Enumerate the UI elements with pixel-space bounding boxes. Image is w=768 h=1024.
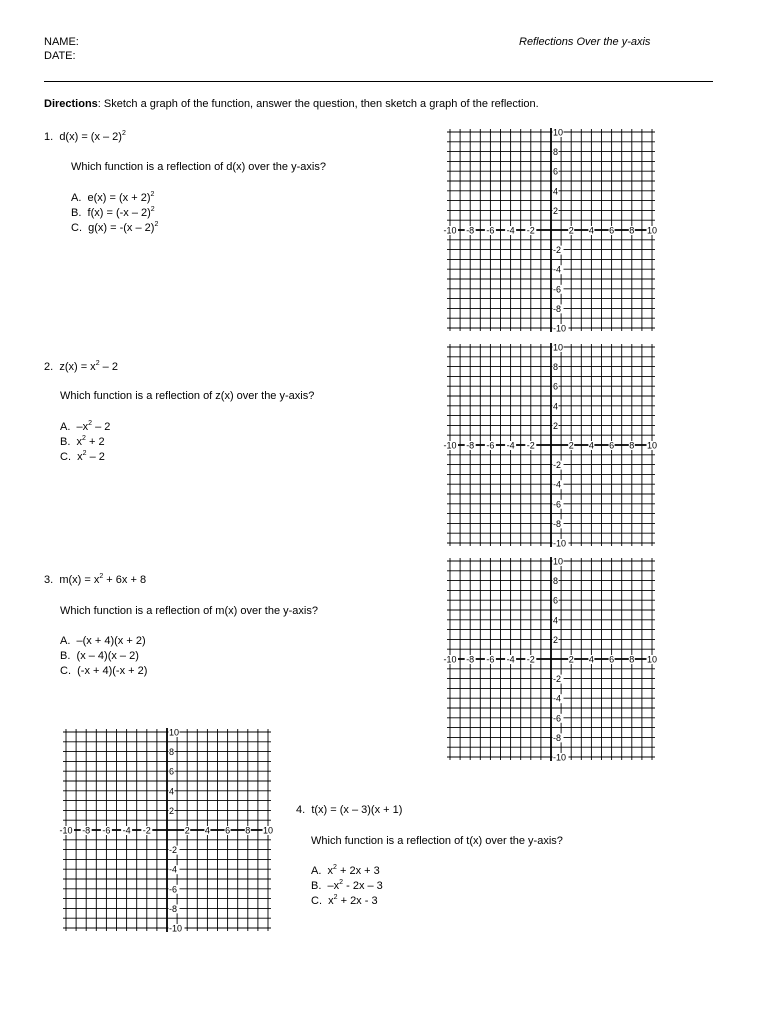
x-tick-label: -10 xyxy=(443,225,457,236)
x-tick-label: -2 xyxy=(526,440,535,451)
option-c[interactable]: C. g(x) = -(x – 2)$^2$ xyxy=(71,221,159,234)
question-number: 4. xyxy=(296,804,306,816)
option-a[interactable]: A. $e(x) = (x + 2)^2$ xyxy=(71,191,155,204)
y-tick-label: 10 xyxy=(553,127,564,138)
y-tick-label: 2 xyxy=(553,634,559,645)
x-tick-label: 10 xyxy=(646,654,658,665)
x-tick-label: 2 xyxy=(184,825,190,836)
y-tick-label: 4 xyxy=(553,615,559,626)
y-tick-label: 6 xyxy=(553,166,559,177)
x-tick-label: 2 xyxy=(568,654,574,665)
y-tick-label: 4 xyxy=(169,786,175,797)
y-tick-label: 10 xyxy=(553,342,564,353)
x-tick-label: -8 xyxy=(82,825,91,836)
y-tick-label: -6 xyxy=(553,499,562,510)
x-tick-label: -10 xyxy=(443,440,457,451)
option-a[interactable]: A. $-x^2 - 2$ xyxy=(60,420,111,433)
x-tick-label: 6 xyxy=(609,654,615,665)
y-tick-label: 2 xyxy=(553,420,559,431)
y-tick-label: -2 xyxy=(553,460,562,471)
y-tick-label: -8 xyxy=(169,903,178,914)
y-tick-label: -2 xyxy=(553,245,562,256)
x-tick-label: -10 xyxy=(443,654,457,665)
y-tick-label: 2 xyxy=(553,205,559,216)
y-tick-label: -4 xyxy=(169,864,178,875)
option-c[interactable]: C. $x^2 + 2x - 3$ xyxy=(311,894,378,907)
y-tick-label: -8 xyxy=(553,518,562,529)
y-tick-label: -4 xyxy=(553,479,562,490)
x-tick-label: 8 xyxy=(629,225,635,236)
question-number: 1. xyxy=(44,131,54,143)
x-tick-label: 4 xyxy=(588,654,594,665)
x-tick-label: 10 xyxy=(262,825,274,836)
x-tick-label: -6 xyxy=(486,654,495,665)
option-b[interactable]: B. f(x) = (-x – 2)$^2$ xyxy=(71,206,155,219)
y-tick-label: 6 xyxy=(553,381,559,392)
x-tick-label: -6 xyxy=(486,225,495,236)
option-a[interactable]: A. –(x + 4)(x + 2) xyxy=(60,635,146,647)
x-tick-label: 10 xyxy=(646,440,658,451)
y-tick-label: 10 xyxy=(169,727,180,738)
option-c[interactable]: C. (-x + 4)(-x + 2) xyxy=(60,665,148,677)
y-tick-label: -8 xyxy=(553,732,562,743)
x-tick-label: -8 xyxy=(466,440,475,451)
coordinate-grid-2[interactable] xyxy=(444,343,658,547)
y-tick-label: -6 xyxy=(553,284,562,295)
y-tick-label: -4 xyxy=(553,693,562,704)
question-3-prompt: Which function is a reflection of m(x) over the y-axis? xyxy=(60,605,318,617)
coordinate-grid-4[interactable] xyxy=(60,728,274,932)
x-tick-label: 2 xyxy=(568,225,574,236)
date-label: DATE: xyxy=(44,50,76,62)
question-3-options xyxy=(60,634,147,679)
x-tick-label: -4 xyxy=(506,440,515,451)
y-tick-label: -10 xyxy=(169,923,183,934)
x-tick-label: -8 xyxy=(466,654,475,665)
x-tick-label: -2 xyxy=(526,225,535,236)
x-tick-label: -10 xyxy=(59,825,73,836)
question-number: 2. xyxy=(44,361,54,373)
directions xyxy=(44,97,539,111)
y-tick-label: -4 xyxy=(553,264,562,275)
question-1-function: 1. d(x) = (x – 2)$^2$ xyxy=(44,130,126,143)
x-tick-label: -4 xyxy=(506,225,515,236)
question-1-prompt: Which function is a reflection of d(x) over the y-axis? xyxy=(71,161,326,173)
x-tick-label: 10 xyxy=(646,225,658,236)
question-2-function: 2. $z(x) = x^2 - 2$ xyxy=(44,360,118,373)
x-tick-label: -6 xyxy=(486,440,495,451)
x-tick-label: 8 xyxy=(629,654,635,665)
x-tick-label: 6 xyxy=(609,225,615,236)
question-3-function: 3. $m(x) = x^2 + 6x + 8$ xyxy=(44,573,147,586)
y-tick-label: -6 xyxy=(553,713,562,724)
coordinate-grid-3[interactable] xyxy=(444,557,658,761)
x-tick-label: 4 xyxy=(204,825,210,836)
x-tick-label: 2 xyxy=(568,440,574,451)
x-tick-label: 4 xyxy=(588,225,594,236)
y-tick-label: -10 xyxy=(553,323,567,334)
x-tick-label: -4 xyxy=(506,654,515,665)
y-tick-label: 8 xyxy=(553,147,559,158)
worksheet-title: Reflections Over the y-axis xyxy=(519,36,651,48)
y-tick-label: 2 xyxy=(169,805,175,816)
y-tick-label: 4 xyxy=(553,401,559,412)
question-number: 3. xyxy=(44,574,54,586)
y-tick-label: -6 xyxy=(169,884,178,895)
x-tick-label: 4 xyxy=(588,440,594,451)
y-tick-label: 4 xyxy=(553,186,559,197)
question-4-prompt: Which function is a reflection of t(x) over the y-axis? xyxy=(311,835,563,847)
question-4-options xyxy=(311,864,383,909)
x-tick-label: 8 xyxy=(629,440,635,451)
x-tick-label: -2 xyxy=(526,654,535,665)
y-tick-label: 8 xyxy=(169,747,175,758)
y-tick-label: 10 xyxy=(553,556,564,567)
x-tick-label: 8 xyxy=(245,825,251,836)
header-divider xyxy=(44,81,713,82)
y-tick-label: -10 xyxy=(553,538,567,549)
name-label: NAME: xyxy=(44,36,79,48)
question-1-options xyxy=(71,191,158,236)
directions-label: Directions xyxy=(44,98,98,110)
x-tick-label: 6 xyxy=(609,440,615,451)
y-tick-label: -8 xyxy=(553,303,562,314)
y-tick-label: 6 xyxy=(169,766,175,777)
option-c[interactable]: C. $x^2 - 2$ xyxy=(60,450,105,463)
question-2-prompt: Which function is a reflection of z(x) over the y-axis? xyxy=(60,390,315,402)
y-tick-label: 8 xyxy=(553,362,559,373)
directions-text: : Sketch a graph of the function, answer the question, then sketch a graph of the reflection. xyxy=(97,98,539,110)
x-tick-label: -6 xyxy=(102,825,111,836)
x-tick-label: -8 xyxy=(466,225,475,236)
x-tick-label: -4 xyxy=(122,825,131,836)
y-tick-label: 6 xyxy=(553,595,559,606)
option-b[interactable]: B. (x – 4)(x – 2) xyxy=(60,650,139,662)
question-4-function: 4. t(x) = (x – 3)(x + 1) xyxy=(296,804,403,816)
y-tick-label: -10 xyxy=(553,752,567,763)
option-a[interactable]: A. $x^2 + 2x + 3$ xyxy=(311,864,380,877)
y-tick-label: -2 xyxy=(169,845,178,856)
option-b[interactable]: B. $-x^2 - 2x - 3$ xyxy=(311,879,383,892)
question-2-options xyxy=(60,420,110,465)
option-b[interactable]: B. $x^2 + 2$ xyxy=(60,435,105,448)
coordinate-grid-1[interactable] xyxy=(444,128,658,332)
x-tick-label: 6 xyxy=(225,825,231,836)
y-tick-label: -2 xyxy=(553,674,562,685)
x-tick-label: -2 xyxy=(142,825,151,836)
y-tick-label: 8 xyxy=(553,576,559,587)
